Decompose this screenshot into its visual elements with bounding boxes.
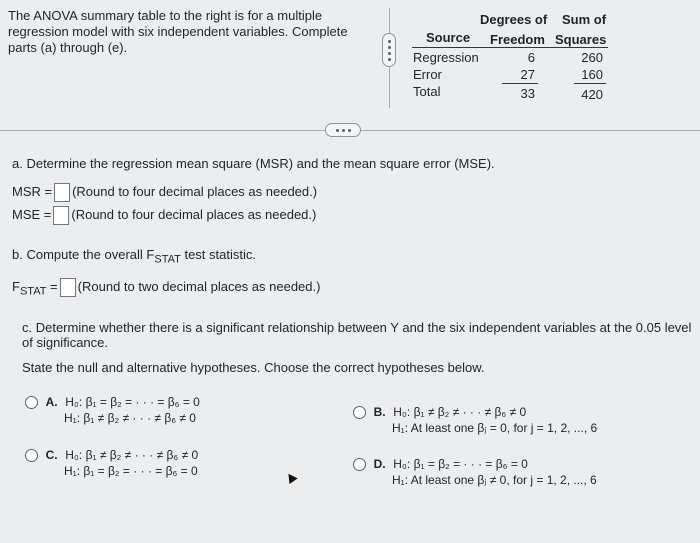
fstat-label: F: [12, 278, 20, 294]
option-a-h1: H₁: β₁ ≠ β₂ ≠ · · · ≠ β₆ ≠ 0: [64, 411, 196, 425]
option-d-radio[interactable]: [353, 458, 366, 471]
msr-input[interactable]: [54, 183, 70, 202]
row-regression-ss: 260: [581, 50, 603, 65]
ss-header-bottom: Squares: [555, 32, 607, 47]
row-total-df: 33: [520, 86, 535, 101]
mse-hint: (Round to four decimal places as needed.): [71, 206, 317, 222]
option-a-letter: A.: [45, 395, 58, 409]
part-b-question-tail: test statistic.: [180, 247, 256, 262]
option-a-h0: H₀: β₁ = β₂ = · · · = β₆ = 0: [65, 395, 200, 409]
df-header-bottom: Freedom: [490, 32, 545, 47]
option-d-letter: D.: [373, 457, 386, 471]
source-header: Source: [426, 30, 471, 45]
part-b-question-text: b. Compute the overall F: [12, 247, 155, 262]
option-b-h0: H₀: β₁ ≠ β₂ ≠ · · · ≠ β₆ ≠ 0: [393, 405, 527, 419]
option-d[interactable]: [353, 456, 597, 488]
option-c-radio[interactable]: [25, 449, 38, 462]
row-regression-source: Regression: [413, 50, 479, 65]
option-c-letter: C.: [45, 448, 58, 462]
option-d-h0: H₀: β₁ = β₂ = · · · = β₆ = 0: [393, 457, 528, 471]
fstat-hint: (Round to two decimal places as needed.): [77, 278, 321, 294]
row-total-ss: 420: [581, 87, 603, 102]
option-a[interactable]: [25, 394, 200, 426]
option-b-h1: H₁: At least one βⱼ = 0, for j = 1, 2, ..., 6: [392, 421, 598, 435]
option-a-radio[interactable]: [25, 396, 38, 409]
row-error-df: 27: [520, 67, 535, 82]
row-error-source: Error: [413, 67, 442, 82]
fstat-input[interactable]: [60, 278, 76, 297]
header-rule: [412, 47, 608, 48]
vertical-resize-handle[interactable]: [382, 33, 396, 67]
mouse-cursor-icon: [284, 471, 297, 484]
total-rule-df: [502, 83, 538, 84]
horizontal-resize-handle[interactable]: [325, 123, 361, 137]
df-header-top: Degrees of: [480, 12, 548, 27]
mse-label: MSE =: [12, 206, 52, 222]
msr-hint: (Round to four decimal places as needed.): [72, 183, 318, 199]
problem-intro: The ANOVA summary table to the right is for a multiple regression model with six independent variables. Complete parts (a) through (e).: [8, 8, 348, 55]
part-b-question: [12, 247, 256, 266]
mse-row: [12, 206, 316, 225]
option-b-radio[interactable]: [353, 406, 366, 419]
part-b-question-sub: STAT: [154, 253, 181, 266]
fstat-label-sub: STAT: [19, 285, 47, 298]
msr-label: MSR =: [12, 183, 53, 199]
row-total-source: Total: [413, 84, 441, 99]
ss-header-top: Sum of: [562, 12, 607, 27]
anova-table: [410, 12, 610, 104]
option-b-letter: B.: [373, 405, 386, 419]
fstat-row: [12, 278, 320, 298]
msr-row: [12, 183, 317, 202]
part-c-instruction: State the null and alternative hypotheses. Choose the correct hypotheses below.: [22, 360, 485, 375]
row-error-ss: 160: [581, 67, 603, 82]
row-regression-df: 6: [527, 50, 535, 65]
option-d-h1: H₁: At least one βⱼ ≠ 0, for j = 1, 2, ..., 6: [392, 473, 597, 487]
part-c-question: c. Determine whether there is a significant relationship between Y and the six independent variables at the 0.05 level of significance.: [22, 320, 692, 350]
part-a-question: a. Determine the regression mean square (MSR) and the mean square error (MSE).: [12, 156, 495, 171]
option-c[interactable]: [25, 447, 198, 479]
option-b[interactable]: [353, 404, 597, 436]
total-rule-ss: [574, 83, 606, 84]
option-c-h1: H₁: β₁ = β₂ = · · · = β₆ = 0: [64, 464, 198, 478]
option-c-h0: H₀: β₁ ≠ β₂ ≠ · · · ≠ β₆ ≠ 0: [65, 448, 199, 462]
mse-input[interactable]: [53, 206, 69, 225]
fstat-equals: =: [46, 278, 58, 294]
